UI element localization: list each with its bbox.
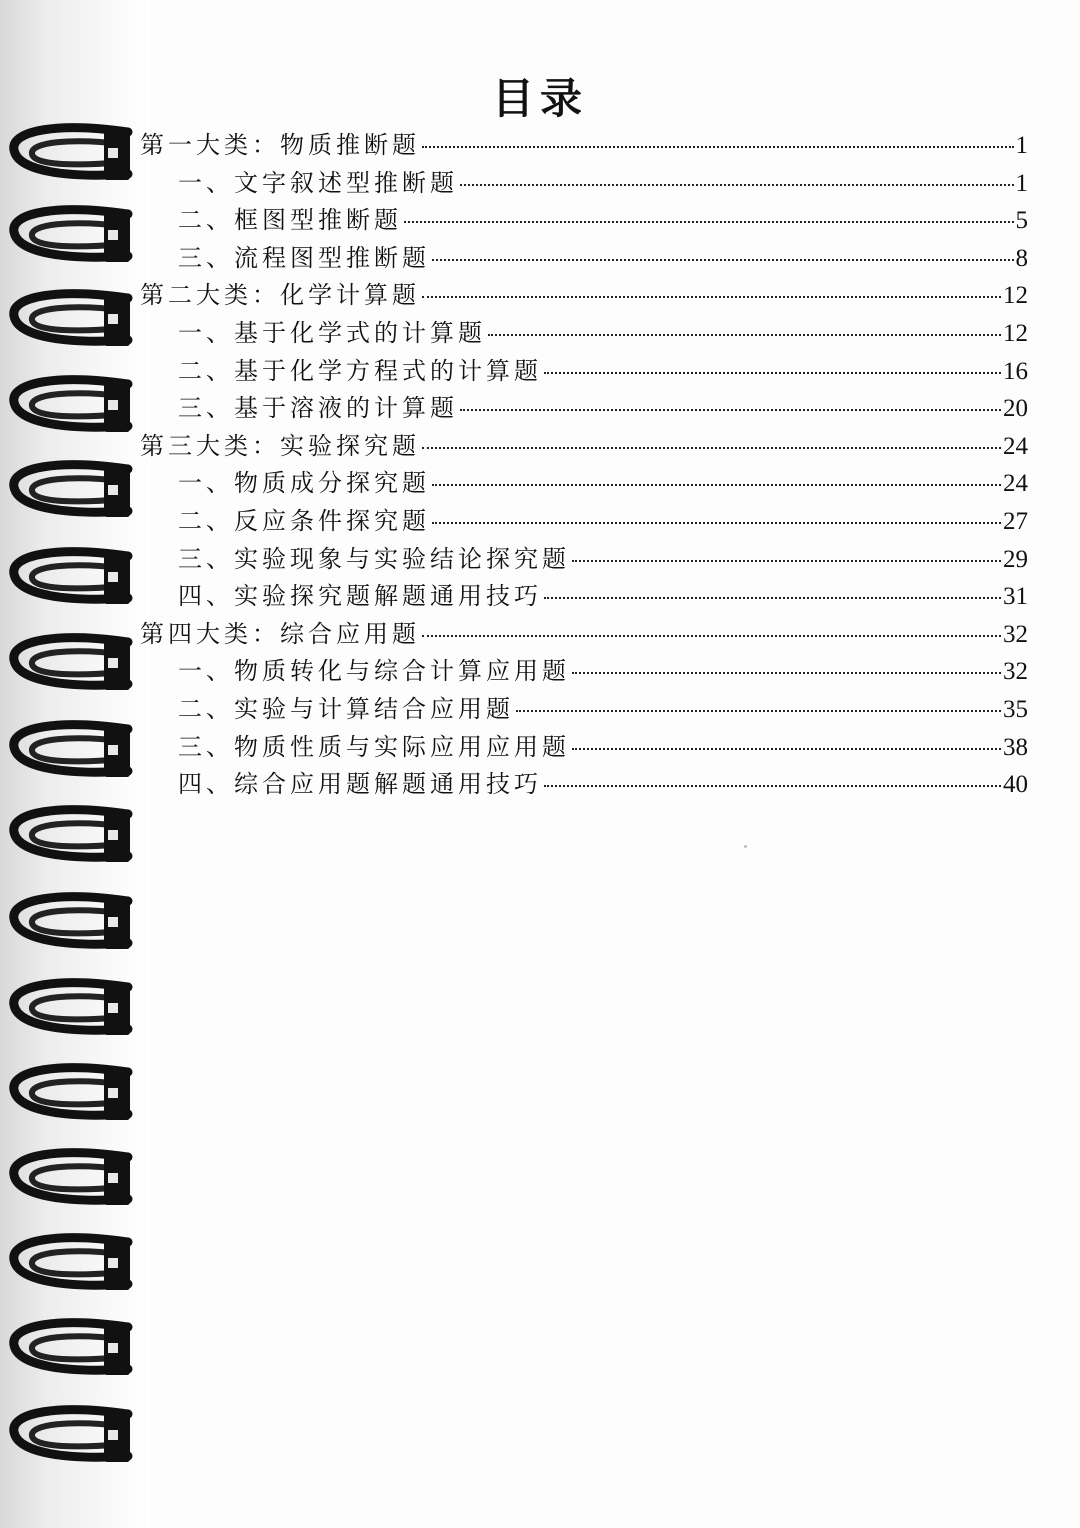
toc-entry-label: 四、综合应用题解题通用技巧 <box>178 770 542 799</box>
toc-dot-leader <box>572 560 1001 562</box>
toc-section-row[interactable] <box>140 390 1028 428</box>
toc-dot-leader <box>422 146 1014 148</box>
toc-page-number: 31 <box>1003 583 1028 611</box>
spiral-ring <box>14 210 130 262</box>
toc-entry-label: 第三大类：实验探究题 <box>140 431 420 460</box>
toc-section-row[interactable] <box>140 653 1028 691</box>
toc-page-number: 16 <box>1003 357 1028 385</box>
toc-page-number: 12 <box>1003 319 1028 347</box>
toc-dot-leader <box>488 334 1001 336</box>
toc-page-number: 40 <box>1003 771 1028 799</box>
table-of-contents <box>140 127 1028 804</box>
toc-section-row[interactable] <box>140 766 1028 804</box>
toc-entry-label: 一、物质转化与综合计算应用题 <box>178 657 570 686</box>
toc-entry-label: 三、基于溶液的计算题 <box>178 394 458 423</box>
toc-entry-label: 一、文字叙述型推断题 <box>178 168 458 197</box>
toc-dot-leader <box>460 184 1014 186</box>
toc-entry-label: 二、反应条件探究题 <box>178 506 430 535</box>
toc-page-number: 5 <box>1015 207 1028 235</box>
toc-page-number: 1 <box>1015 169 1028 197</box>
toc-page-number: 32 <box>1003 658 1028 686</box>
toc-section-row[interactable] <box>140 541 1028 579</box>
toc-section-row[interactable] <box>140 465 1028 503</box>
spiral-ring <box>14 552 130 604</box>
toc-entry-label: 一、基于化学式的计算题 <box>178 318 486 347</box>
toc-section-row[interactable] <box>140 503 1028 541</box>
toc-chapter-row[interactable] <box>140 127 1028 165</box>
toc-dot-leader <box>572 672 1001 674</box>
toc-chapter-row[interactable] <box>140 428 1028 466</box>
toc-entry-label: 四、实验探究题解题通用技巧 <box>178 582 542 611</box>
toc-section-row[interactable] <box>140 353 1028 391</box>
toc-entry-label: 三、物质性质与实际应用应用题 <box>178 732 570 761</box>
toc-page-number: 20 <box>1003 395 1028 423</box>
spiral-ring <box>14 810 130 862</box>
toc-dot-leader <box>572 748 1001 750</box>
toc-page-number: 32 <box>1003 620 1028 648</box>
spiral-binding <box>0 0 150 1528</box>
toc-entry-label: 二、实验与计算结合应用题 <box>178 694 514 723</box>
toc-dot-leader <box>422 447 1001 449</box>
toc-dot-leader <box>404 221 1014 223</box>
toc-dot-leader <box>422 635 1001 637</box>
toc-entry-label: 一、物质成分探究题 <box>178 469 430 498</box>
toc-page-number: 24 <box>1003 470 1028 498</box>
toc-dot-leader <box>432 484 1001 486</box>
spiral-ring <box>14 294 130 346</box>
toc-dot-leader <box>432 259 1014 261</box>
toc-section-row[interactable] <box>140 240 1028 278</box>
toc-entry-label: 三、实验现象与实验结论探究题 <box>178 544 570 573</box>
spiral-ring <box>14 1323 130 1375</box>
toc-page-number: 8 <box>1015 244 1028 272</box>
toc-section-row[interactable] <box>140 578 1028 616</box>
spiral-ring <box>14 380 130 432</box>
spiral-ring <box>14 465 130 517</box>
toc-section-row[interactable] <box>140 165 1028 203</box>
toc-section-row[interactable] <box>140 315 1028 353</box>
toc-entry-label: 二、框图型推断题 <box>178 206 402 235</box>
toc-dot-leader <box>544 597 1001 599</box>
toc-dot-leader <box>544 372 1001 374</box>
toc-dot-leader <box>432 522 1001 524</box>
toc-page-number: 1 <box>1015 132 1028 159</box>
toc-chapter-row[interactable] <box>140 277 1028 315</box>
spiral-ring <box>14 1238 130 1290</box>
toc-page-number: 35 <box>1003 695 1028 723</box>
toc-entry-label: 第四大类：综合应用题 <box>140 619 420 648</box>
toc-dot-leader <box>422 296 1001 298</box>
toc-dot-leader <box>516 710 1001 712</box>
toc-dot-leader <box>460 409 1001 411</box>
toc-section-row[interactable] <box>140 729 1028 767</box>
spiral-ring <box>14 1068 130 1120</box>
toc-dot-leader <box>544 785 1001 787</box>
paper-speck <box>744 845 747 848</box>
spiral-ring <box>14 983 130 1035</box>
spiral-ring <box>14 897 130 949</box>
spiral-ring <box>14 638 130 690</box>
toc-entry-label: 第二大类：化学计算题 <box>140 281 420 310</box>
spiral-ring <box>14 128 130 180</box>
toc-chapter-row[interactable] <box>140 616 1028 654</box>
toc-entry-label: 三、流程图型推断题 <box>178 243 430 272</box>
spiral-ring <box>14 1410 130 1462</box>
toc-entry-label: 二、基于化学方程式的计算题 <box>178 356 542 385</box>
toc-page-number: 24 <box>1003 432 1028 460</box>
toc-page-number: 29 <box>1003 545 1028 573</box>
toc-title: 目录 <box>491 74 588 123</box>
toc-page-number: 27 <box>1003 507 1028 535</box>
toc-section-row[interactable] <box>140 202 1028 240</box>
spiral-ring <box>14 1153 130 1205</box>
toc-entry-label: 第一大类：物质推断题 <box>140 131 420 159</box>
toc-page-number: 38 <box>1003 733 1028 761</box>
spiral-ring <box>14 725 130 777</box>
toc-section-row[interactable] <box>140 691 1028 729</box>
toc-page-number: 12 <box>1003 282 1028 310</box>
